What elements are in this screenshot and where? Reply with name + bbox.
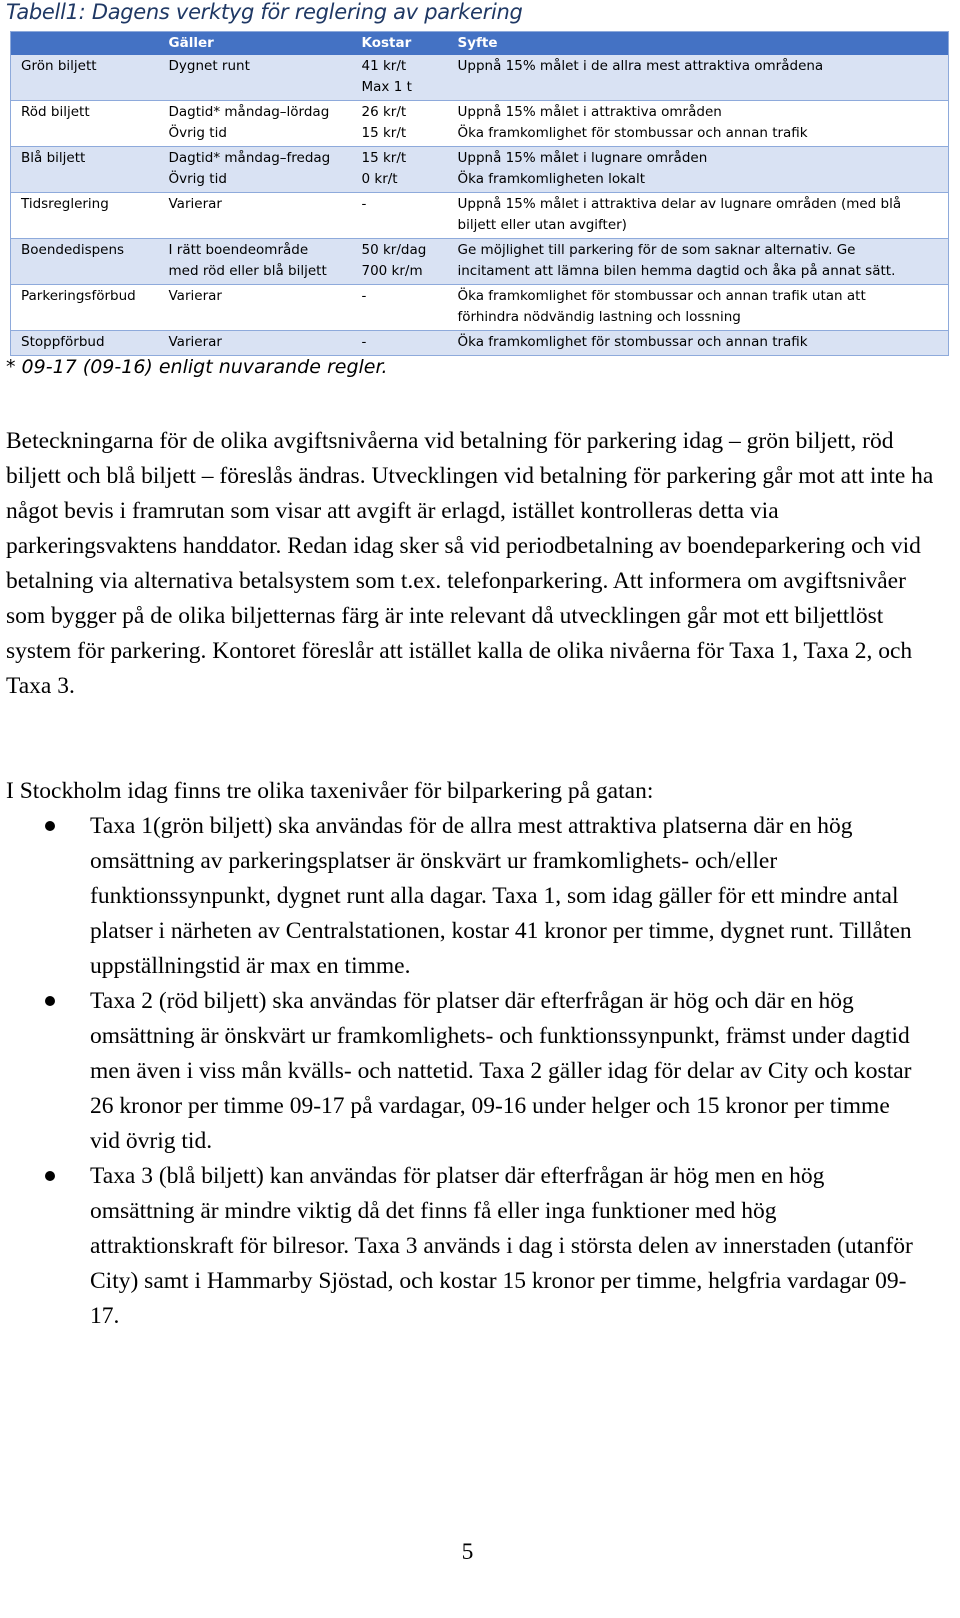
syfte-cell: Uppnå 15% målet i de allra mest attraktiva områdena <box>448 55 949 101</box>
bullet-list <box>0 809 960 1334</box>
kostar-cell: 26 kr/t 15 kr/t <box>352 101 448 147</box>
kostar-cell: - <box>352 193 448 239</box>
row-name: Tidsreglering <box>11 193 159 239</box>
table-footnote: * 09-17 (09-16) enligt nuvarande regler. <box>6 356 388 378</box>
syfte-cell: Uppnå 15% målet i attraktiva delar av lugnare områden (med blå biljett eller utan avgifter) <box>448 193 949 239</box>
paragraph: Beteckningarna för de olika avgiftsnivåerna vid betalning för parkering idag – grön biljett, röd biljett och blå biljett – föreslås ändras. Utvecklingen vid betalning för parkering går mot att inte ha något bevis i framrutan som visar att avgift är erlagd, istället kontrolleras detta via parkeringsvaktens handdator. Redan idag sker så vid periodbetalning av boendeparkering och vid betalning via alternativa betalsystem som t.ex. telefonparkering. Att informera om avgiftsnivåer som bygger på de olika biljetternas färg är inte relevant då utvecklingen går mot ett biljettlöst system för parkering. Kontoret föreslår att istället kalla de olika nivåerna för Taxa 1, Taxa 2, och Taxa 3. <box>6 428 934 699</box>
galler-cell: Dagtid* måndag–lördag Övrig tid <box>159 101 352 147</box>
syfte-cell: Ge möjlighet till parkering för de som saknar alternativ. Ge incitament att lämna bilen hemma dagtid och åka på annat sätt. <box>448 239 949 285</box>
header-cell-syfte: Syfte <box>448 32 949 56</box>
kostar-cell: - <box>352 285 448 331</box>
bullet-icon <box>45 996 55 1006</box>
row-name: Grön biljett <box>11 55 159 101</box>
header-cell <box>11 32 159 56</box>
paragraph: I Stockholm idag finns tre olika taxenivåer för bilparkering på gatan: <box>6 778 654 804</box>
table-row <box>11 193 949 239</box>
syfte-cell: Öka framkomlighet för stombussar och annan trafik utan att förhindra nödvändig lastning och lossning <box>448 285 949 331</box>
header-cell-kostar: Kostar <box>352 32 448 56</box>
table-row <box>11 285 949 331</box>
list-item <box>0 809 916 984</box>
list-item-text: Taxa 3 (blå biljett) kan användas för platser där efterfrågan är hög men en hög omsättning är mindre viktig då det finns få eller inga funktioner med hög attraktionskraft för bilresor. Taxa 3 används i dag i största delen av innerstaden (utanför City) samt i Hammarby Sjöstad, och kostar 15 kronor per timme, helgfria vardagar 09-17. <box>90 1163 913 1329</box>
galler-cell: Varierar <box>159 193 352 239</box>
kostar-cell: 50 kr/dag 700 kr/m <box>352 239 448 285</box>
table-row <box>11 55 949 101</box>
table-row <box>11 147 949 193</box>
list-item-text: Taxa 2 (röd biljett) ska användas för platser där efterfrågan är hög och där en hög omsättning är önskvärt ur framkomlighets- och funktionssynpunkt, främst under dagtid men även i viss mån kvälls- och nattetid. Taxa 2 gäller idag för delar av City och kostar 26 kronor per timme 09-17 på vardagar, 09-16 under helger och 15 kronor per timme vid övrig tid. <box>90 988 912 1154</box>
row-name: Blå biljett <box>11 147 159 193</box>
table-header-row <box>11 32 949 56</box>
row-name: Stoppförbud <box>11 331 159 356</box>
galler-cell: Varierar <box>159 285 352 331</box>
galler-cell: Dagtid* måndag–fredag Övrig tid <box>159 147 352 193</box>
list-item <box>0 984 916 1159</box>
syfte-cell: Uppnå 15% målet i attraktiva områden Öka framkomlighet för stombussar och annan trafik <box>448 101 949 147</box>
galler-cell: Dygnet runt <box>159 55 352 101</box>
galler-cell: I rätt boendeområde med röd eller blå biljett <box>159 239 352 285</box>
row-name: Parkeringsförbud <box>11 285 159 331</box>
bullet-icon <box>45 821 55 831</box>
kostar-cell: 41 kr/t Max 1 t <box>352 55 448 101</box>
row-name: Röd biljett <box>11 101 159 147</box>
list-item <box>0 1159 916 1334</box>
header-cell-galler: Gäller <box>159 32 352 56</box>
page-number: 5 <box>461 1539 474 1565</box>
table-row <box>11 331 949 356</box>
syfte-cell: Öka framkomlighet för stombussar och annan trafik <box>448 331 949 356</box>
table-row <box>11 101 949 147</box>
bullet-icon <box>45 1171 55 1181</box>
table-caption: Tabell1: Dagens verktyg för reglering av parkering <box>6 0 523 24</box>
syfte-cell: Uppnå 15% målet i lugnare områden Öka framkomligheten lokalt <box>448 147 949 193</box>
kostar-cell: 15 kr/t 0 kr/t <box>352 147 448 193</box>
kostar-cell: - <box>352 331 448 356</box>
galler-cell: Varierar <box>159 331 352 356</box>
table-row <box>11 239 949 285</box>
list-item-text: Taxa 1(grön biljett) ska användas för de allra mest attraktiva platserna där en hög omsättning av parkeringsplatser är önskvärt ur framkomlighets- och/eller funktionssynpunkt, dygnet runt alla dagar. Taxa 1, som idag gäller för ett mindre antal platser i närheten av Centralstationen, kostar 41 kronor per timme, dygnet runt. Tillåten uppställningstid är max en timme. <box>90 813 912 979</box>
row-name: Boendedispens <box>11 239 159 285</box>
regulation-table <box>10 31 949 356</box>
